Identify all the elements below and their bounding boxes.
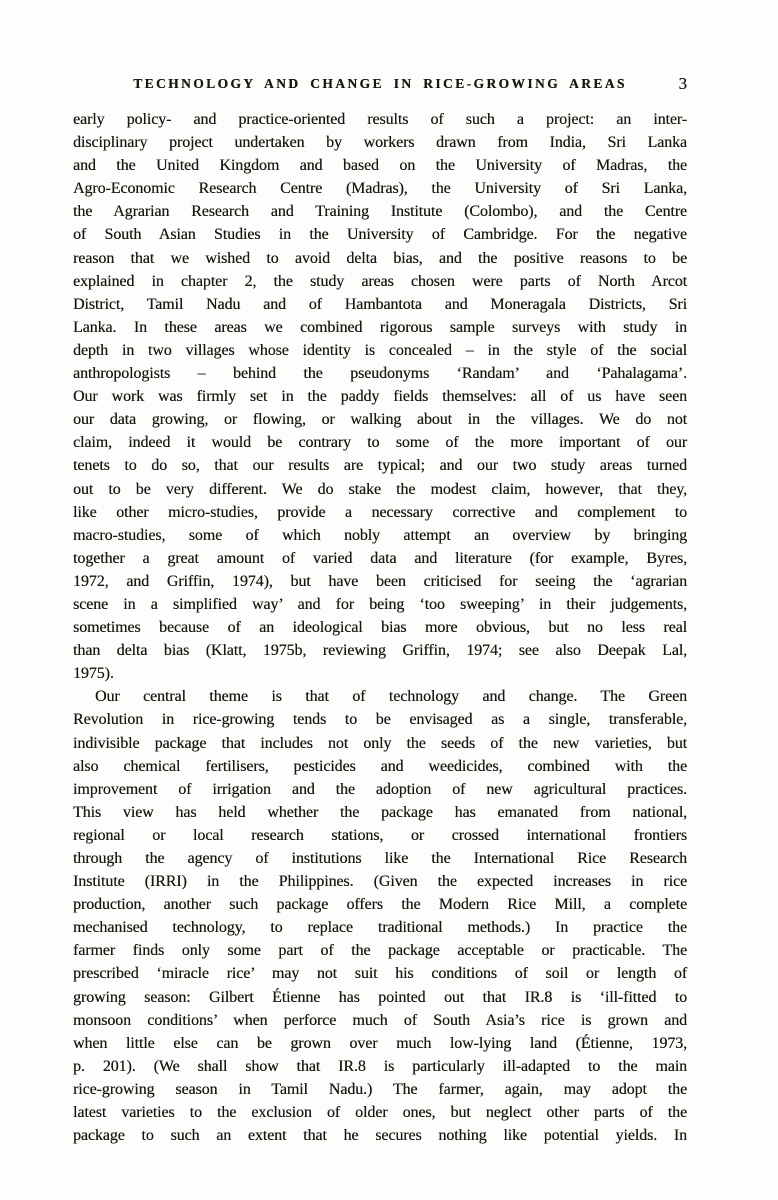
text-line: tenets to do so, that our results are typical; and our two study areas turned	[73, 457, 687, 475]
text-line: claim, indeed it would be contrary to some of the more important of our	[73, 434, 687, 452]
text-line: Agro-Economic Research Centre (Madras), the University of Sri Lanka,	[73, 180, 687, 198]
paragraph	[73, 108, 687, 685]
text-line: anthropologists – behind the pseudonyms ‘Randam’ and ‘Pahalagama’.	[73, 365, 687, 383]
text-line: our data growing, or flowing, or walking about in the villages. We do not	[73, 411, 687, 429]
text-line: production, another such package offers the Modern Rice Mill, a complete	[73, 896, 687, 914]
text-line: scene in a simplified way’ and for being ‘too sweeping’ in their judgements,	[73, 595, 687, 613]
text-line: through the agency of institutions like the International Rice Research	[73, 850, 687, 867]
text-line: depth in two villages whose identity is concealed – in the style of the social	[73, 341, 687, 359]
page-header	[73, 74, 687, 94]
text-line: Our work was firmly set in the paddy fields themselves: all of us have seen	[73, 388, 687, 406]
text-line: explained in chapter 2, the study areas chosen were parts of North Arcot	[73, 272, 687, 290]
text-line: District, Tamil Nadu and of Hambantota and Moneragala Districts, Sri	[73, 295, 687, 313]
text-line: than delta bias (Klatt, 1975b, reviewing Griffin, 1974; see also Deepak Lal,	[73, 642, 687, 660]
text-line: of South Asian Studies in the University of Cambridge. For the negative	[73, 226, 687, 244]
text-line: Our central theme is that of technology and change. The Green	[95, 688, 687, 706]
text-line: disciplinary project undertaken by workers drawn from India, Sri Lanka	[73, 134, 687, 152]
text-line: farmer finds only some part of the package acceptable or practicable. The	[73, 942, 687, 960]
text-line: indivisible package that includes not only the seeds of the new varieties, but	[73, 734, 687, 752]
text-line: early policy- and practice-oriented results of such a project: an inter-	[73, 111, 687, 128]
text-line: 1972, and Griffin, 1974), but have been criticised for seeing the ‘agrarian	[73, 572, 687, 590]
text-line: rice-growing season in Tamil Nadu.) The farmer, again, may adopt the	[73, 1080, 687, 1098]
paragraph	[73, 685, 687, 1147]
text-line: together a great amount of varied data and literature (for example, Byres,	[73, 549, 687, 567]
text-line: latest varieties to the exclusion of older ones, but neglect other parts of the	[73, 1104, 687, 1122]
text-line: macro-studies, some of which nobly attempt an overview by bringing	[73, 526, 687, 544]
text-line: also chemical fertilisers, pesticides and weedicides, combined with the	[73, 757, 687, 775]
text-line: This view has held whether the package has emanated from national,	[73, 803, 687, 821]
text-line: sometimes because of an ideological bias more obvious, but no less real	[73, 619, 687, 637]
text-line: Lanka. In these areas we combined rigorous sample surveys with study in	[73, 318, 687, 336]
page-number: 3	[678, 74, 687, 93]
text-line: Revolution in rice-growing tends to be envisaged as a single, transferable,	[73, 711, 687, 729]
text-line: when little else can be grown over much low-lying land (Étienne, 1973,	[73, 1034, 687, 1052]
text-line: p. 201). (We shall show that IR.8 is particularly ill-adapted to the main	[73, 1057, 687, 1075]
text-line: 1975).	[73, 665, 114, 683]
text-line: Institute (IRRI) in the Philippines. (Given the expected increases in rice	[73, 873, 687, 891]
text-line: package to such an extent that he secures nothing like potential yields. In	[73, 1127, 687, 1145]
text-line: monsoon conditions’ when perforce much of South Asia’s rice is grown and	[73, 1011, 687, 1029]
text-line: regional or local research stations, or crossed international frontiers	[73, 826, 687, 844]
text-line: improvement of irrigation and the adoption of new agricultural practices.	[73, 780, 687, 798]
text-line: prescribed ‘miracle rice’ may not suit his conditions of soil or length of	[73, 965, 687, 983]
text-line: reason that we wished to avoid delta bias, and the positive reasons to be	[73, 249, 687, 267]
text-line: like other micro-studies, provide a necessary corrective and complement to	[73, 503, 687, 521]
text-line: out to be very different. We do stake the modest claim, however, that they,	[73, 480, 687, 498]
text-line: mechanised technology, to replace traditional methods.) In practice the	[73, 919, 687, 937]
text-line: the Agrarian Research and Training Institute (Colombo), and the Centre	[73, 203, 687, 221]
page-body	[73, 108, 687, 1147]
running-title: TECHNOLOGY AND CHANGE IN RICE-GROWING AREAS	[133, 76, 627, 91]
text-line: growing season: Gilbert Étienne has pointed out that IR.8 is ‘ill-fitted to	[73, 988, 687, 1006]
text-line: and the United Kingdom and based on the University of Madras, the	[73, 157, 687, 175]
